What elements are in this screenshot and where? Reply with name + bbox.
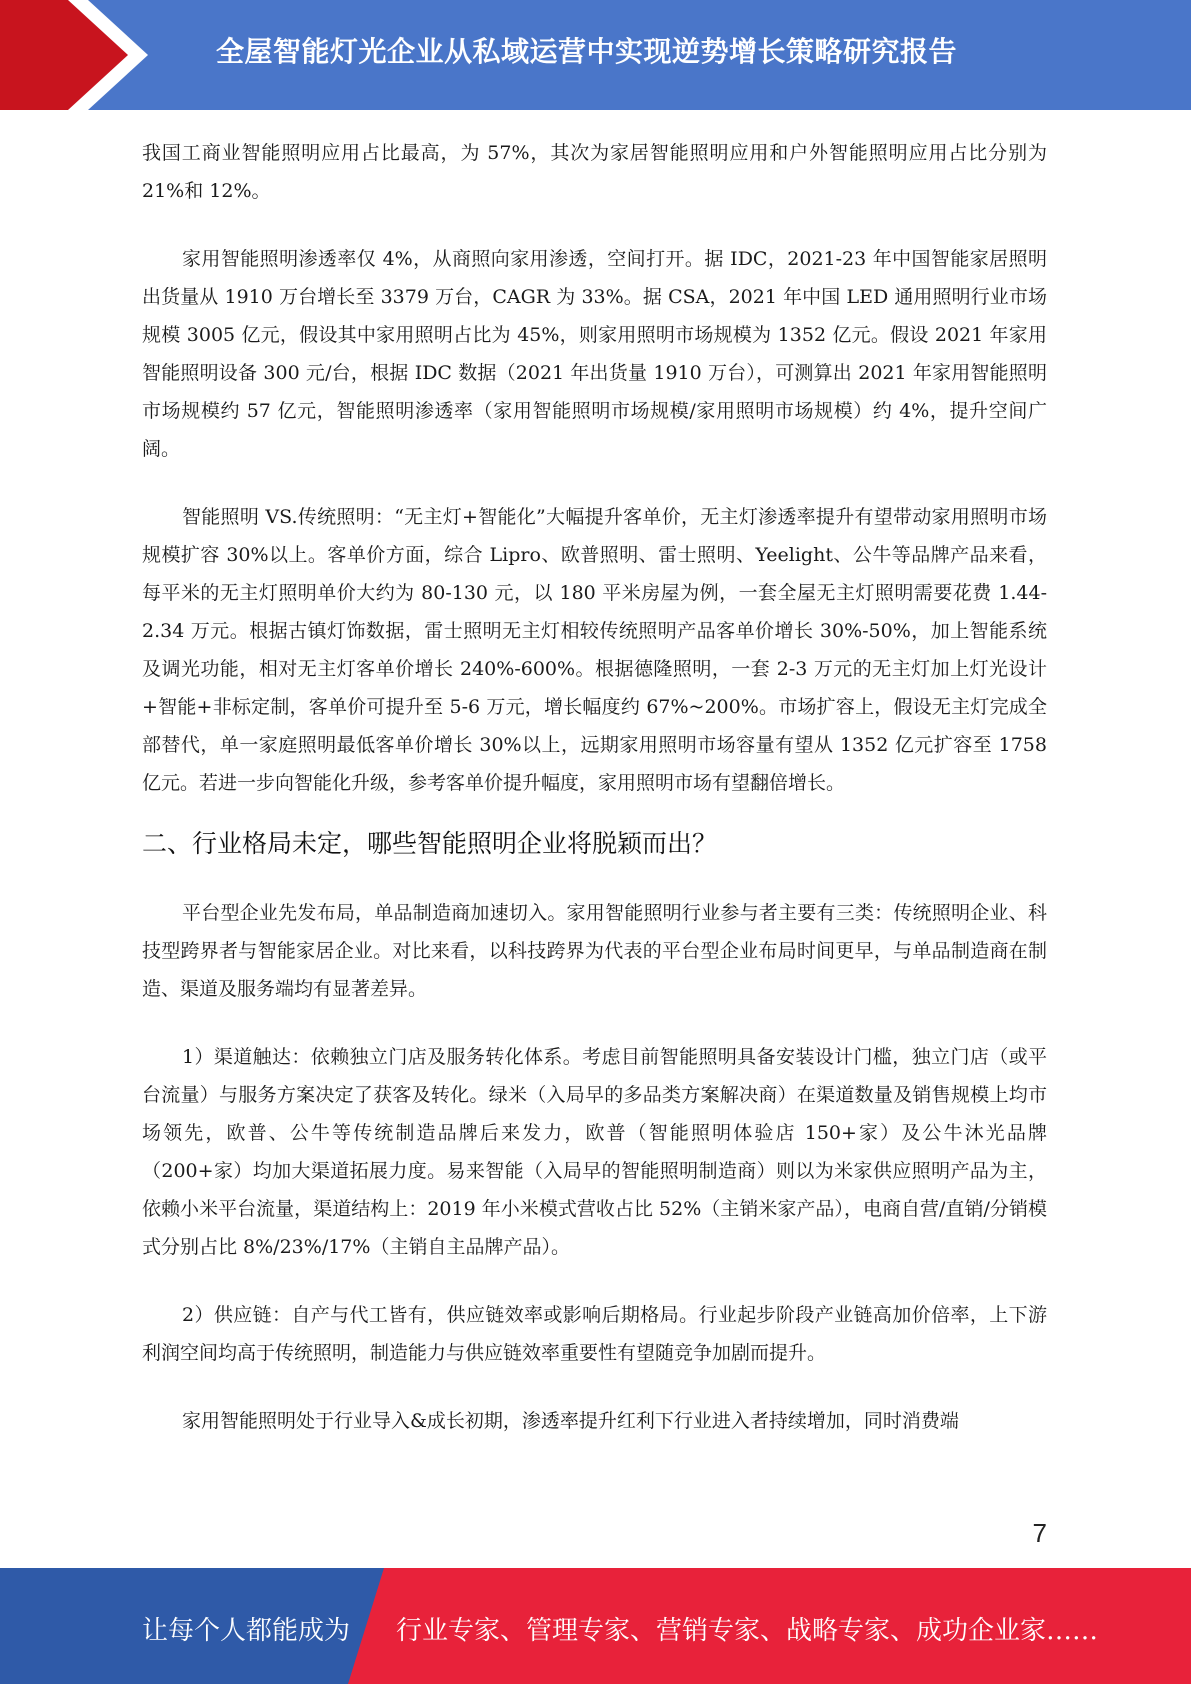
paragraph-industry-stage: 家用智能照明处于行业导入&成长初期，渗透率提升红利下行业进入者持续增加，同时消费端 [182,1410,959,1432]
document-body [142,134,1047,1440]
report-title: 全屋智能灯光企业从私域运营中实现逆势增长策略研究报告 [216,35,958,68]
footer-slogan-right: 行业专家、管理专家、营销专家、战略专家、成功企业家…… [396,1616,1099,1646]
page-footer [0,1568,1191,1684]
paragraph-penetration-rate: 家用智能照明渗透率仅 4%，从商照向家用渗透，空间打开。据 IDC，2021-23 年中国智能家居照明出货量从 1910 万台增长至 3379 万台，CAGR 为 33%。据 CSA，2021 年中国 LED 通用照明行业市场规模 3005 亿元，假设其中家用照明占比为 45%，则家用照明市场规模为 1352 亿元。假设 2021 年家用智能照明设备 300 元/台，根据 IDC 数据（2021 年出货量 1910 万台），可测算出 2021 年家用智能照明市场规模约 57 亿元，智能照明渗透率（家用智能照明市场规模/家用照明市场规模）约 4%，提升空间广阔。 [142,248,1047,460]
paragraph-supply-chain: 2）供应链：自产与代工皆有，供应链效率或影响后期格局。行业起步阶段产业链高加价倍率，上下游利润空间均高于传统照明，制造能力与供应链效率重要性有望随竞争加剧而提升。 [142,1304,1047,1364]
paragraph-smart-vs-traditional: 智能照明 VS.传统照明：“无主灯+智能化”大幅提升客单价，无主灯渗透率提升有望带动家用照明市场规模扩容 30%以上。客单价方面，综合 Lipro、欧普照明、雷士照明、Yeelight、公牛等品牌产品来看，每平米的无主灯照明单价大约为 80-130 元，以 180 平米房屋为例，一套全屋无主灯照明需要花费 1.44-2.34 万元。根据古镇灯饰数据，雷士照明无主灯相较传统照明产品客单价增长 30%-50%，加上智能系统及调光功能，相对无主灯客单价增长 240%-600%。根据德隆照明，一套 2-3 万元的无主灯加上灯光设计+智能+非标定制，客单价可提升至 5-6 万元，增长幅度约 67%~200%。市场扩容上，假设无主灯完成全部替代，单一家庭照明最低客单价增长 30%以上，远期家用照明市场容量有望从 1352 亿元扩容至 1758 亿元。若进一步向智能化升级，参考客单价提升幅度，家用照明市场有望翻倍增长。 [142,506,1047,794]
page-header [0,0,1191,110]
paragraph-platform-companies: 平台型企业先发布局，单品制造商加速切入。家用智能照明行业参与者主要有三类：传统照明企业、科技型跨界者与智能家居企业。对比来看，以科技跨界为代表的平台型企业布局时间更早，与单品制造商在制造、渠道及服务端均有显著差异。 [142,902,1047,1000]
paragraph-application-share: 我国工商业智能照明应用占比最高，为 57%，其次为家居智能照明应用和户外智能照明应用占比分别为 21%和 12%。 [142,142,1047,202]
footer-slogan-left: 让每个人都能成为 [142,1616,351,1646]
page-number: 7 [1032,1518,1047,1548]
paragraph-channel-reach: 1）渠道触达：依赖独立门店及服务转化体系。考虑目前智能照明具备安装设计门槛，独立门店（或平台流量）与服务方案决定了获客及转化。绿米（入局早的多品类方案解决商）在渠道数量及销售规模上均市场领先，欧普、公牛等传统制造品牌后来发力，欧普（智能照明体验店 150+家）及公牛沐光品牌（200+家）均加大渠道拓展力度。易来智能（入局早的智能照明制造商）则以为米家供应照明产品为主，依赖小米平台流量，渠道结构上：2019 年小米模式营收占比 52%（主销米家产品），电商自营/直销/分销模式分别占比 8%/23%/17%（主销自主品牌产品）。 [142,1046,1047,1258]
section-heading: 二、行业格局未定，哪些智能照明企业将脱颖而出？ [142,829,718,858]
